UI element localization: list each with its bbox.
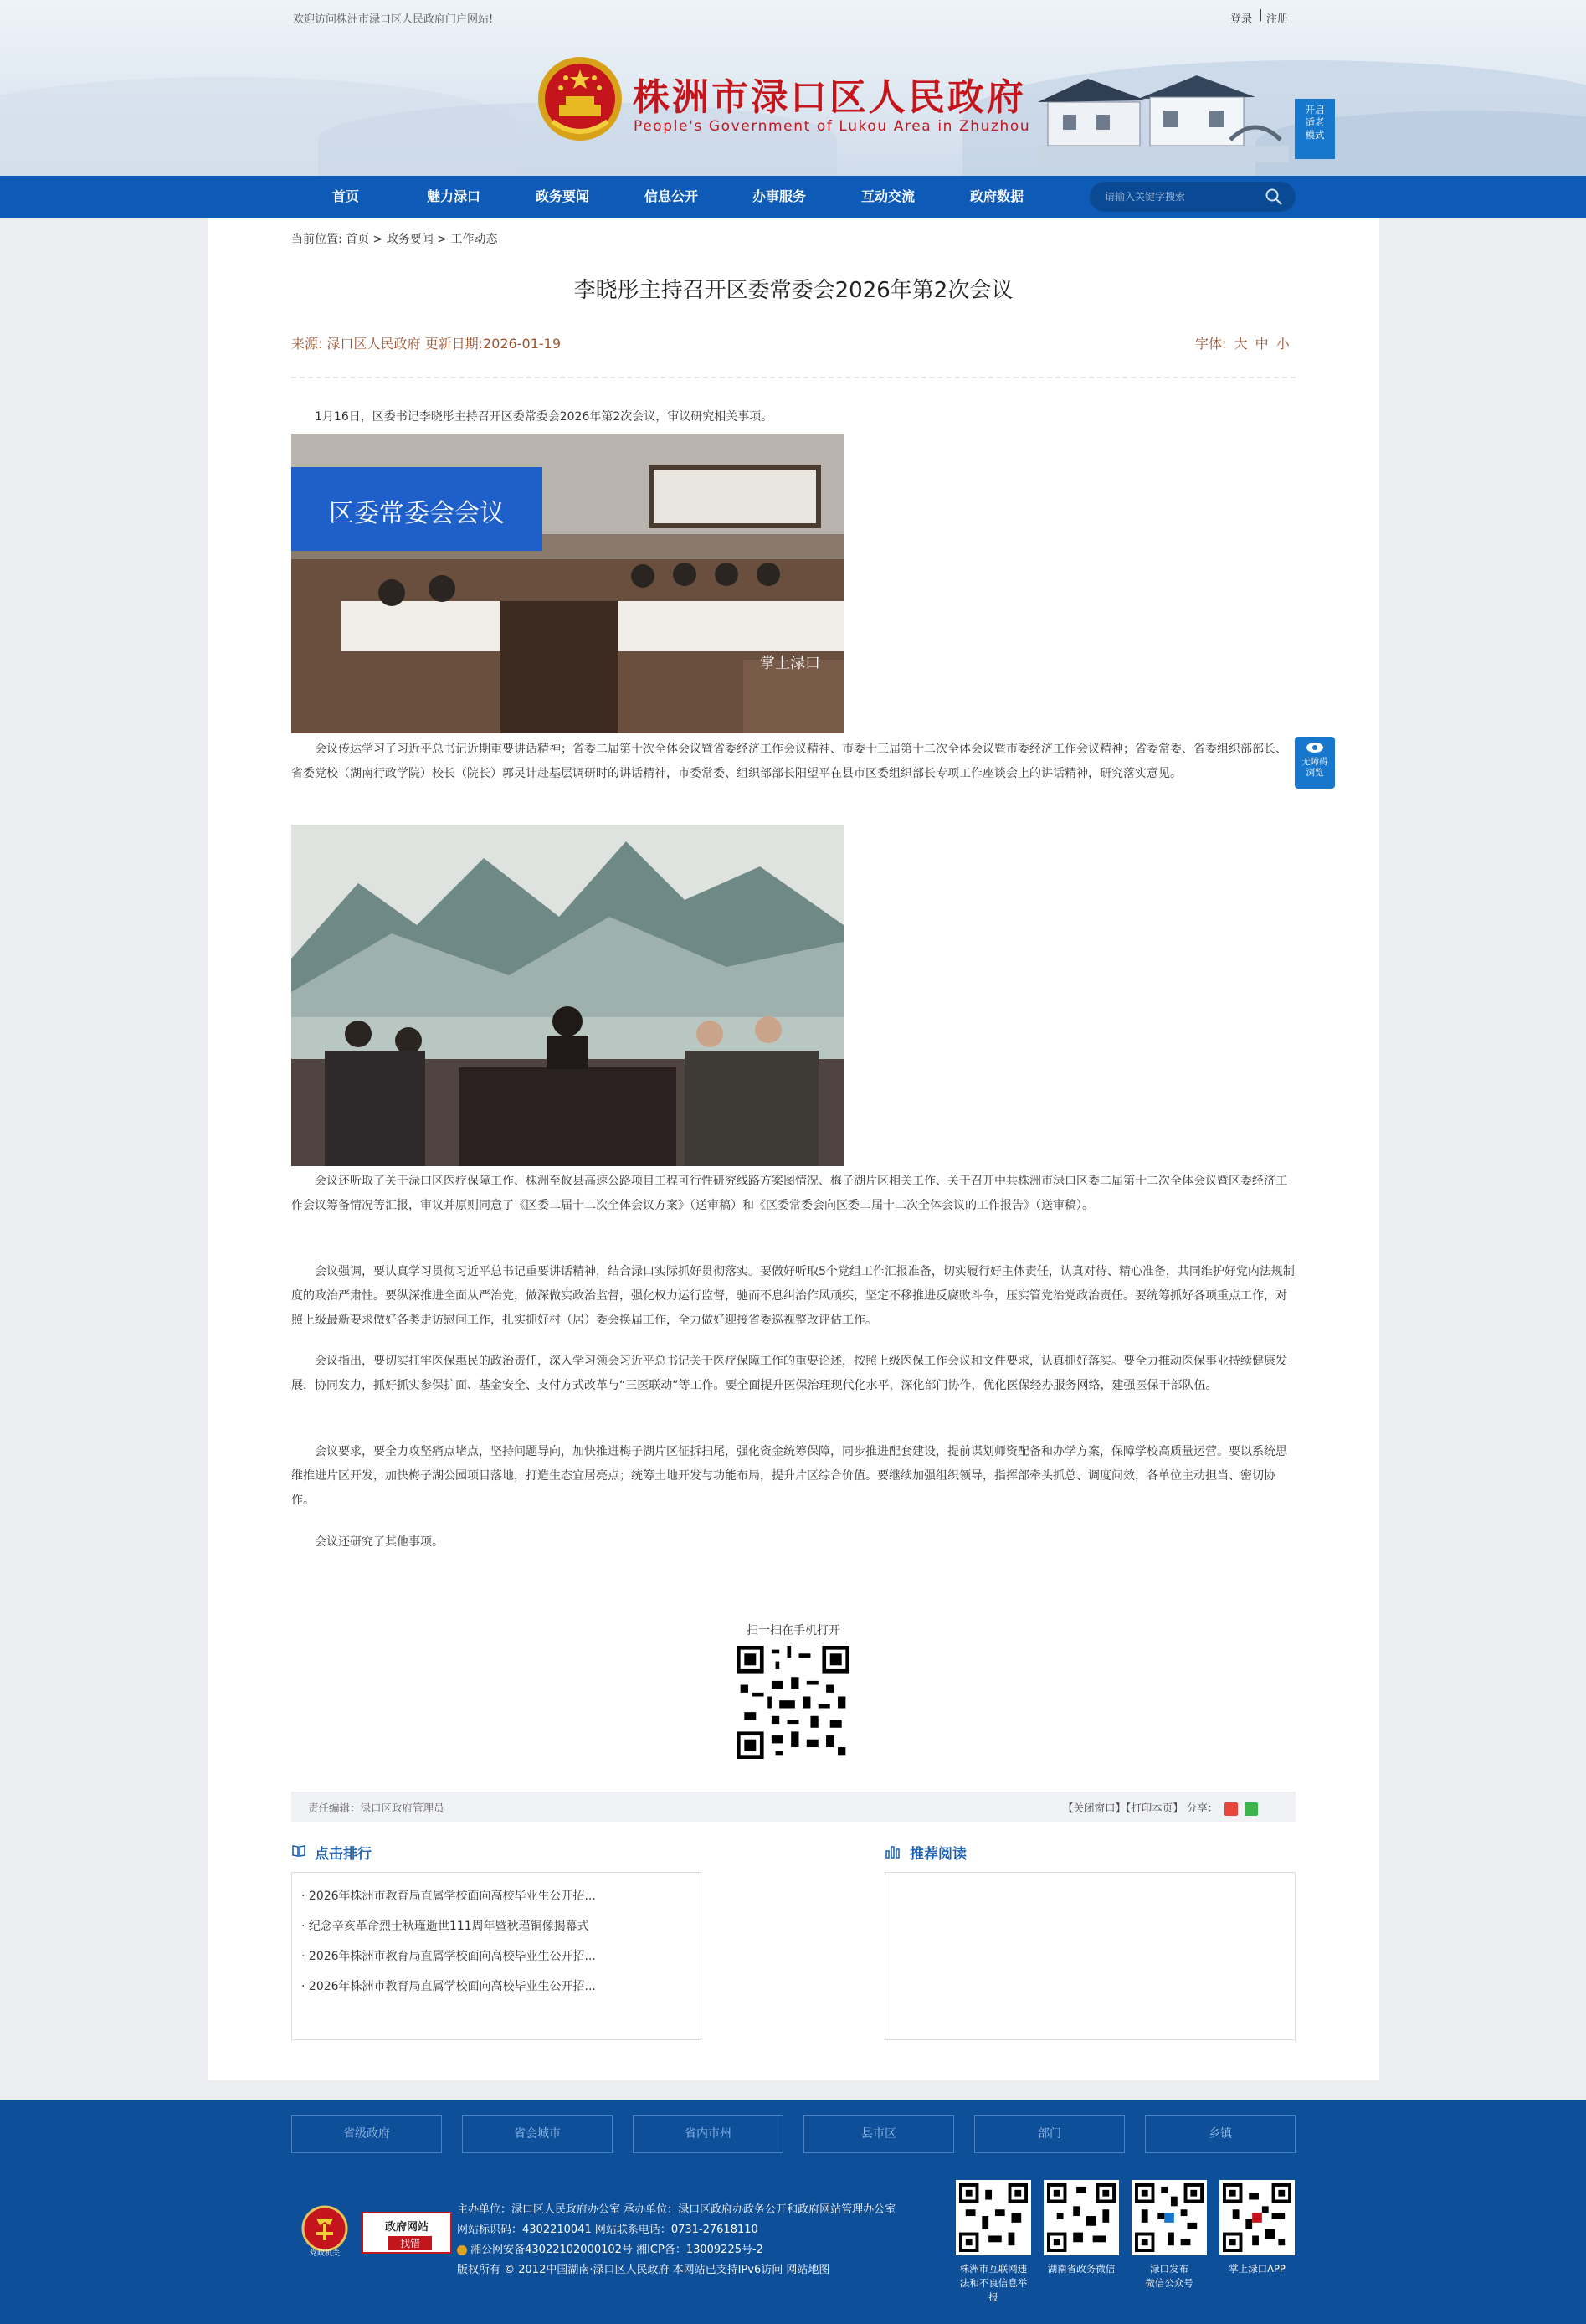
footer-info-line-4: 版权所有 © 2012中国湖南·渌口区人民政府 本网站已支持IPv6访问 网站地图	[457, 2264, 830, 2276]
footer-info-line-3-text: 湘公网安备43022102000102号 湘ICP备：13009225号-2	[470, 2244, 763, 2256]
qr-label: 扫一扫在手机打开	[747, 1624, 840, 1638]
report-qr-label-line-2: 法和不良信息举	[959, 2277, 1028, 2289]
breadcrumb-work[interactable]: 工作动态	[450, 233, 498, 246]
site-title: 株洲市渌口区人民政府	[633, 76, 1026, 119]
meeting-photo-2	[291, 825, 844, 1166]
eye-icon	[1306, 742, 1324, 753]
article-title: 李晓彤主持召开区委常委会2026年第2次会议	[573, 278, 1014, 303]
recommend-title: 推荐阅读	[910, 1846, 967, 1863]
article-paragraph-5: 会议指出，要切实扛牢医保惠民的政治责任，深入学习领会习近平总书记关于医疗保障工作的重要论述，按照上级医保工作会议和文件要求，认真抓好落实。要全力推动医保事业持续健康发展，协同发力，抓好抓实参保扩面、基金安全、支付方式改革与“三医联动”等工作。要全面提升医保治理现代化水平，深化部门协作，优化医保经办服务网络，建强医保干部队伍。	[291, 1355, 1287, 1392]
article-paragraph-1: 1月16日，区委书记李晓彤主持召开区委常委会2026年第2次会议，审议研究相关事项。	[315, 410, 773, 424]
ranking-item[interactable]: · 2026年株洲市教育局直属学校面向高校毕业生公开招...	[301, 1980, 596, 1993]
font-label: 字体:	[1195, 336, 1227, 352]
breadcrumb-separator: >	[372, 233, 383, 246]
footer-info-line-2: 网站标识码：4302210041 网站联系电话：0731-27618110	[457, 2224, 758, 2236]
wechat-share-icon[interactable]	[1245, 1802, 1258, 1816]
app-qr-code-icon	[1219, 2180, 1295, 2255]
error-badge-line-2: 找错	[388, 2236, 432, 2250]
report-qr-code-icon	[956, 2180, 1031, 2255]
breadcrumb-home[interactable]: 首页	[346, 233, 370, 246]
nav-item-home[interactable]: 首页	[331, 188, 359, 204]
article-actions	[1063, 1800, 1258, 1816]
date-label: 更新日期:	[424, 336, 484, 352]
accessibility-float-button[interactable]	[1295, 737, 1335, 789]
responsible-editor: 责任编辑：渌口区政府管理员	[308, 1802, 444, 1814]
font-large-button[interactable]: 大	[1234, 336, 1248, 352]
footer-link-towns[interactable]: 乡镇	[1145, 2115, 1296, 2153]
lukou-wechat-qr-label	[1123, 2262, 1215, 2291]
print-page-link[interactable]: 【打印本页】	[1126, 1802, 1183, 1814]
welcome-text: 欢迎访问株洲市渌口区人民政府门户网站!	[293, 13, 494, 26]
ranking-item-text: 纪念辛亥革命烈士秋瑾逝世111周年暨秋瑾铜像揭幕式	[308, 1920, 589, 1933]
ranking-item-text: 2026年株洲市教育局直属学校面向高校毕业生公开招...	[308, 1950, 596, 1963]
qr-code-icon	[737, 1646, 849, 1759]
app-qr-label	[1211, 2262, 1303, 2276]
photo1-banner-text: 区委常委会会议	[329, 499, 505, 528]
article-meta	[291, 333, 561, 352]
hunan-wechat-qr-code-icon	[1044, 2180, 1119, 2255]
close-window-link[interactable]: 【关闭窗口】	[1063, 1802, 1127, 1814]
article-paragraph-3: 会议还听取了关于渌口区医疗保障工作、株洲至攸县高速公路项目工程可行性研究线路方案图情况、梅子湖片区相关工作、关于召开中共株洲市渌口区委二届第十二次全体会议暨区委经济工作会议筹备情况等汇报，审议并原则同意了《区委二届十二次全体会议方案》（送审稿）和《区委常委会向区委二届十二次全体会议的工作报告》（送审稿）。	[291, 1175, 1287, 1212]
site-subtitle: People's Government of Lukou Area in Zhuzhou	[634, 118, 1031, 135]
party-gov-badge-icon[interactable]	[301, 2205, 348, 2257]
breadcrumb-prefix: 当前位置:	[291, 233, 342, 246]
search-icon[interactable]	[1264, 187, 1284, 207]
footer-link-counties[interactable]: 县市区	[803, 2115, 954, 2153]
weibo-share-icon[interactable]	[1224, 1802, 1238, 1816]
nav-item-news[interactable]: 政务要闻	[535, 188, 589, 204]
lukou-wechat-qr-label-line-2: 微信公众号	[1145, 2277, 1193, 2289]
date-value: 2026-01-19	[483, 336, 561, 352]
nav-item-charm[interactable]: 魅力渌口	[426, 188, 480, 204]
breadcrumb-news[interactable]: 政务要闻	[386, 233, 434, 246]
nav-item-data[interactable]: 政府数据	[969, 188, 1024, 204]
national-emblem-icon	[536, 54, 624, 143]
divider	[291, 377, 1296, 378]
recommend-box	[885, 1872, 1296, 2040]
meeting-photo-1	[291, 434, 844, 733]
photo1-watermark: 掌上渌口	[760, 655, 820, 672]
footer-info-line-1: 主办单位：渌口区人民政府办公室 承办单位：渌口区政府办政务公开和政府网站管理办公室	[457, 2203, 896, 2216]
error-badge-line-1: 政府网站	[384, 2221, 429, 2234]
font-medium-button[interactable]: 中	[1255, 336, 1269, 352]
login-separator: |	[1259, 8, 1263, 22]
report-qr-label	[947, 2262, 1039, 2305]
party-gov-badge-label: 党政机关	[309, 2249, 341, 2257]
elder-mode-line-2: 适老	[1305, 116, 1325, 128]
book-icon	[291, 1843, 306, 1859]
ranking-item[interactable]: · 2026年株洲市教育局直属学校面向高校毕业生公开招...	[301, 1950, 596, 1963]
accessibility-line-1: 无障碍	[1301, 757, 1328, 767]
hunan-wechat-qr-label	[1035, 2262, 1127, 2276]
bar-chart-icon	[885, 1843, 901, 1859]
gov-site-error-badge[interactable]	[362, 2212, 452, 2254]
lukou-wechat-qr-label-line-1: 渌口发布	[1150, 2263, 1188, 2275]
footer-link-provincial[interactable]: 省级政府	[291, 2115, 442, 2153]
source-value: 渌口区人民政府	[326, 336, 421, 352]
elder-mode-button[interactable]	[1295, 99, 1335, 159]
font-size-control	[1195, 333, 1290, 352]
footer-link-cities[interactable]: 省内市州	[633, 2115, 783, 2153]
ranking-item-text: 2026年株洲市教育局直属学校面向高校毕业生公开招...	[308, 1980, 596, 1993]
nav-item-services[interactable]: 办事服务	[752, 188, 806, 204]
article-paragraph-4: 会议强调，要认真学习贯彻习近平总书记重要讲话精神，结合渌口实际抓好贯彻落实。要做好听取5个党组工作汇报准备，切实履行好主体责任，认真对待、精心准备，共同维护好党内法规制度的政治严肃性。要纵深推进全面从严治党，做深做实政治监督，强化权力运行监督，驰而不息纠治作风顽疾，坚定不移推进反腐败斗争，压实管党治党政治责任。要统筹抓好各项重点工作，对照上级最新要求做好各类走访慰问工作，扎实抓好村（居）委会换届工作，全力做好迎接省委巡视整改评估工作。	[291, 1265, 1295, 1327]
app-qr-label-line-1: 掌上渌口APP	[1229, 2263, 1286, 2275]
report-qr-label-line-3: 报	[988, 2291, 998, 2303]
source-label: 来源:	[291, 336, 323, 352]
elder-mode-line-1: 开启	[1305, 104, 1325, 116]
footer-link-departments[interactable]: 部门	[974, 2115, 1125, 2153]
article-paragraph-7: 会议还研究了其他事项。	[315, 1535, 444, 1549]
share-label: 分享：	[1186, 1802, 1219, 1814]
house-illustration	[1038, 69, 1289, 162]
login-link[interactable]: 登录	[1230, 13, 1253, 26]
nav-item-interaction[interactable]: 互动交流	[860, 188, 915, 204]
footer-info-line-3	[457, 2240, 763, 2256]
register-link[interactable]: 注册	[1266, 13, 1289, 26]
breadcrumb-separator: >	[437, 233, 447, 246]
search-input[interactable]	[1105, 186, 1255, 208]
elder-mode-line-3: 模式	[1305, 129, 1325, 141]
report-qr-label-line-1: 株洲市互联网违	[959, 2263, 1028, 2275]
lukou-wechat-qr-code-icon	[1132, 2180, 1207, 2255]
article-paragraph-2: 会议传达学习了习近平总书记近期重要讲话精神；省委二届第十次全体会议暨省委经济工作会议精神、市委十三届第十二次全体会议暨市委经济工作会议精神；省委常委、省委组织部部长、省委党校（湖南行政学院）校长（院长）郭灵计赴基层调研时的讲话精神，市委常委、组织部部长阳望平在县市区委组织部长专项工作座谈会上的讲话精神，研究落实意见。	[291, 743, 1287, 780]
nav-item-disclosure[interactable]: 信息公开	[644, 188, 698, 204]
ranking-item[interactable]: · 2026年株洲市教育局直属学校面向高校毕业生公开招...	[301, 1890, 596, 1903]
article-paragraph-6: 会议要求，要全力攻坚痛点堵点，坚持问题导向，加快推进梅子湖片区征拆扫尾，强化资金统筹保障，同步推进配套建设，提前谋划师资配备和办学方案，保障学校高质量运营。要以系统思维推进片区开发，加快梅子湖公园项目落地，打造生态宜居亮点；统筹土地开发与功能布局，提升片区综合价值。要继续加强组织领导，指挥部牵头抓总、调度问效，各单位主动担当、密切协作。	[291, 1445, 1287, 1507]
ranking-item[interactable]: · 纪念辛亥革命烈士秋瑾逝世111周年暨秋瑾铜像揭幕式	[301, 1920, 589, 1933]
main-nav	[0, 176, 1586, 218]
breadcrumb	[291, 230, 497, 247]
accessibility-line-2: 浏览	[1306, 768, 1324, 778]
ranking-title: 点击排行	[315, 1846, 372, 1863]
font-small-button[interactable]: 小	[1275, 336, 1290, 352]
police-badge-icon	[457, 2245, 467, 2255]
footer-link-capitals[interactable]: 省会城市	[462, 2115, 613, 2153]
hunan-wechat-qr-label-line-1: 湖南省政务微信	[1047, 2263, 1116, 2275]
ranking-item-text: 2026年株洲市教育局直属学校面向高校毕业生公开招...	[308, 1890, 596, 1903]
